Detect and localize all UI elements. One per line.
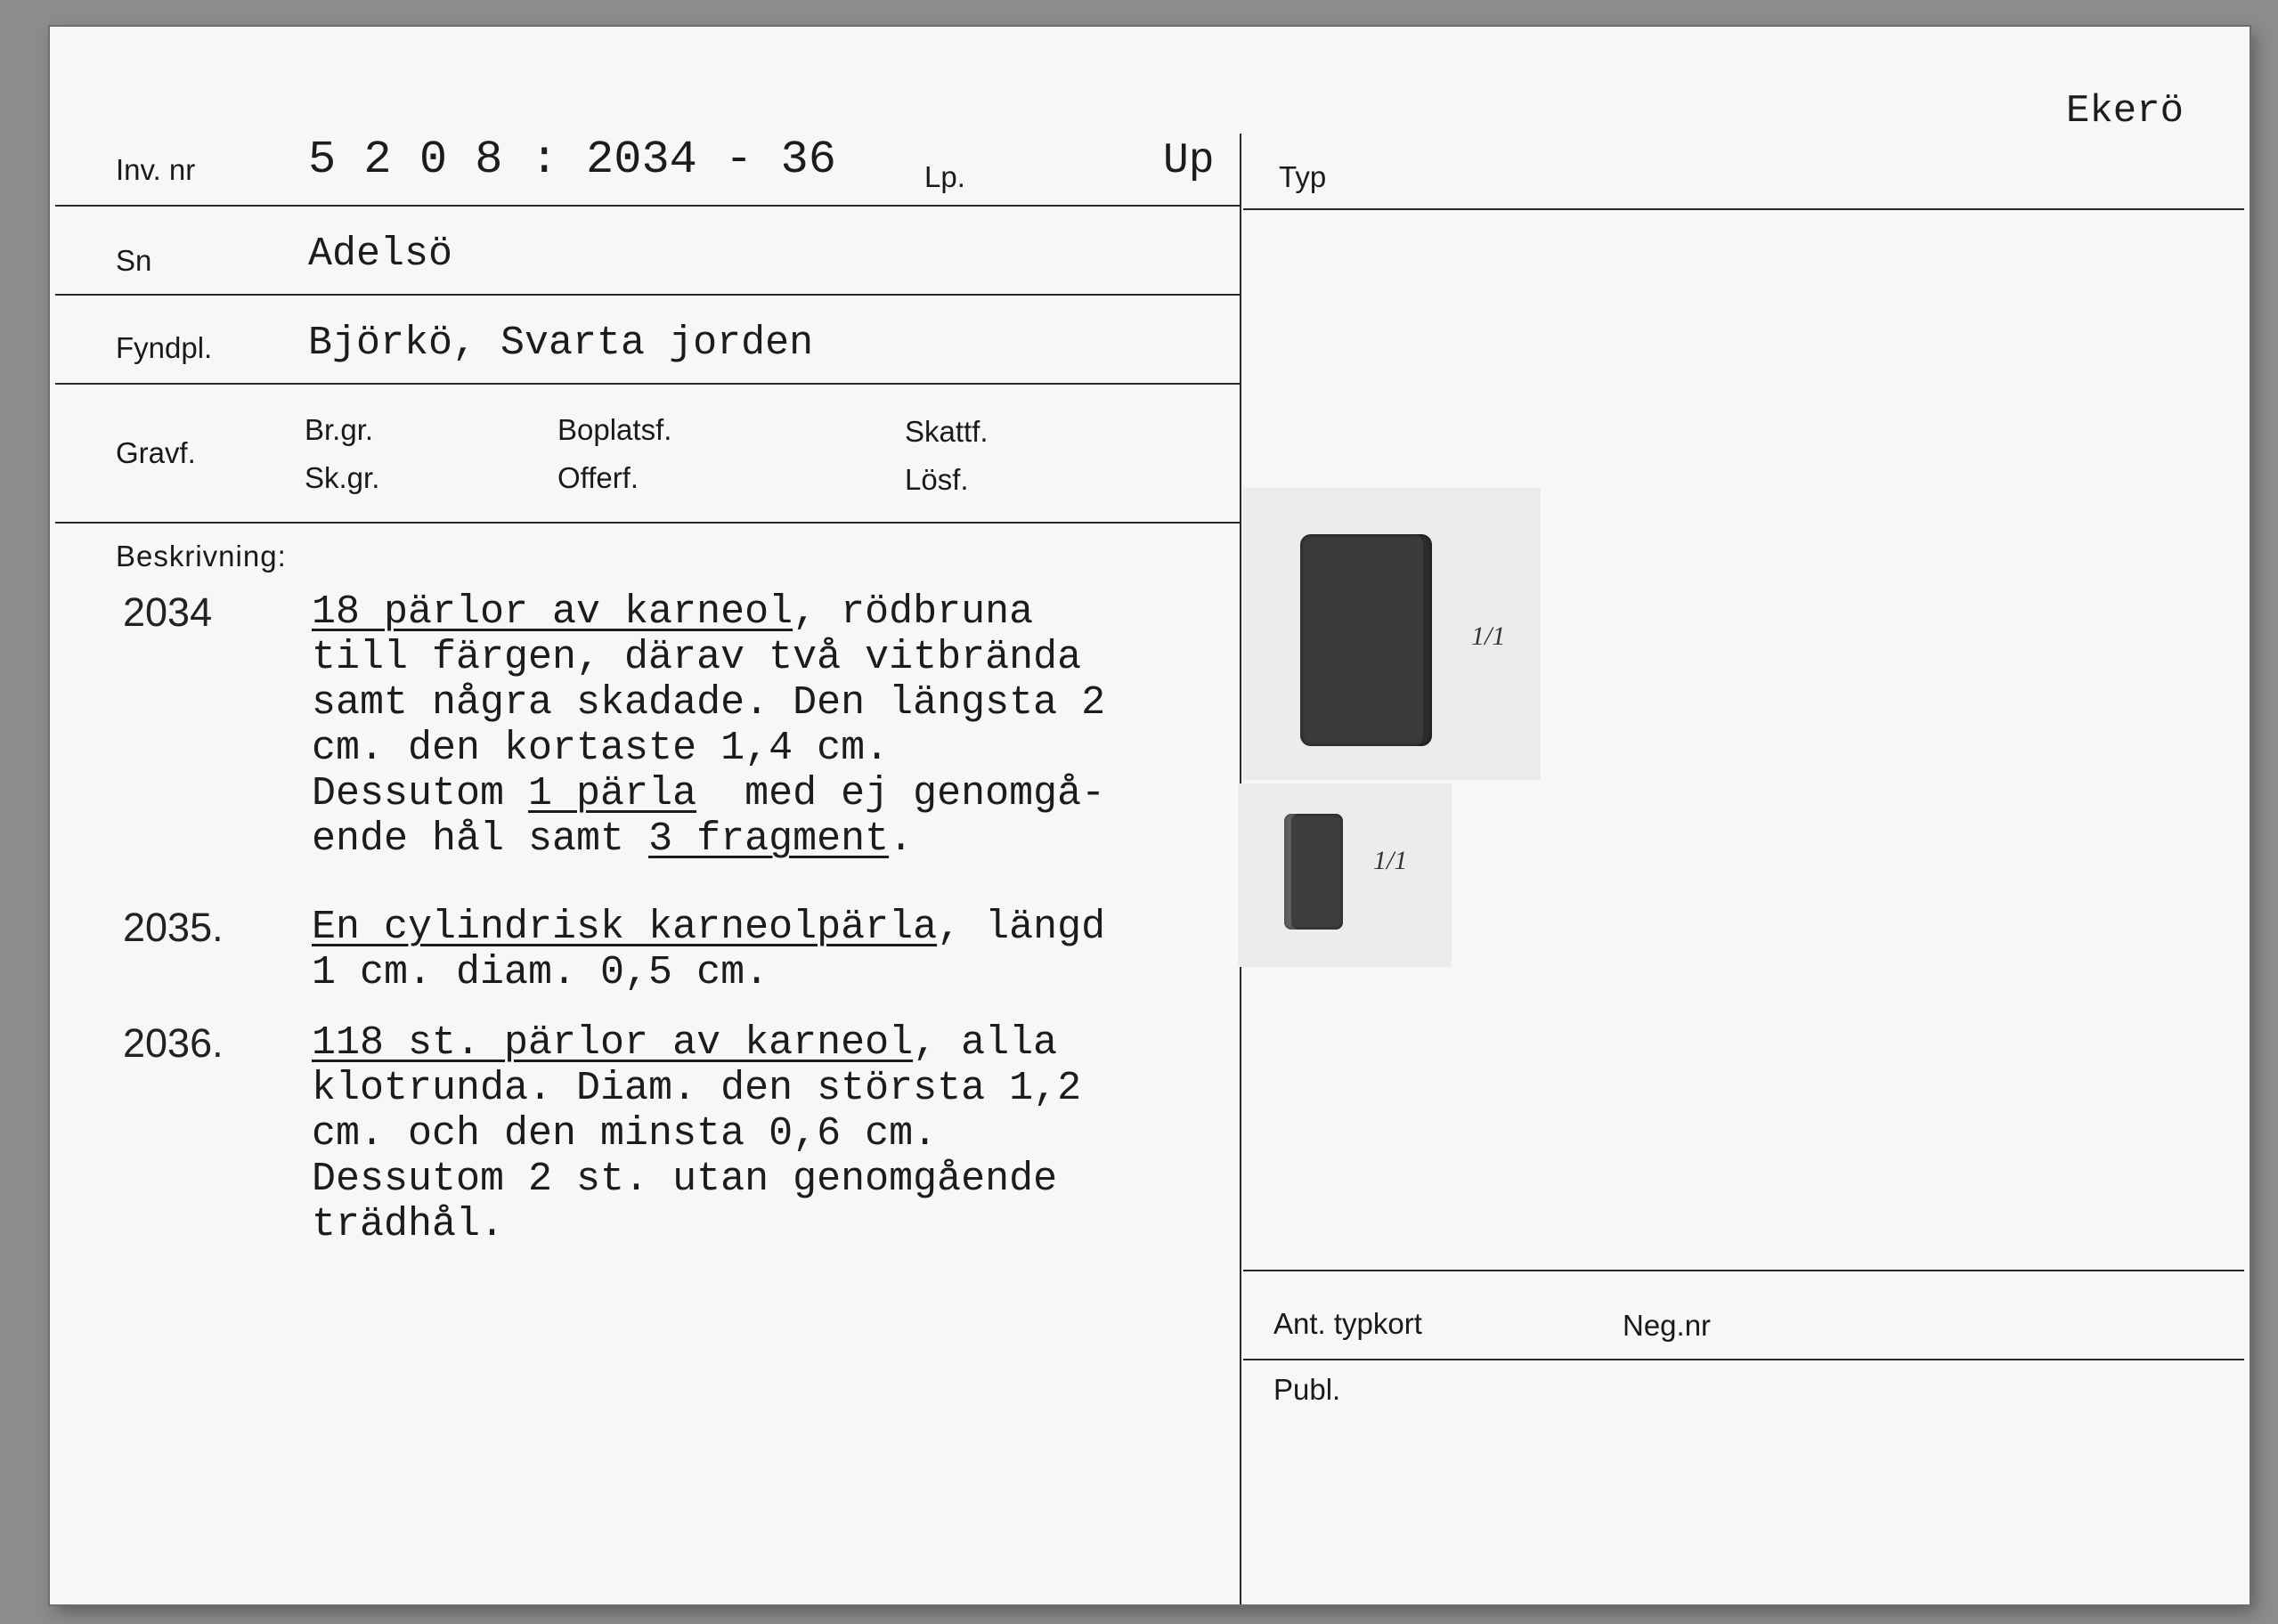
description-line	[312, 1202, 504, 1247]
description-text: , alla	[913, 1020, 1058, 1066]
description-text: Dessutom	[312, 771, 529, 816]
fyndpl-label: Fyndpl.	[116, 331, 213, 364]
publ-label: Publ.	[1273, 1373, 1341, 1406]
description-text: trädhål.	[312, 1202, 505, 1247]
rule-sn	[55, 294, 1240, 296]
description-line	[312, 771, 1105, 816]
description-line	[312, 905, 1105, 950]
underlined-text: 18 pärlor av karneol	[312, 589, 793, 635]
bead-photo-small	[1238, 784, 1452, 967]
description-text: 1 cm. diam. 0,5 cm.	[312, 950, 769, 995]
boplatsf-label: Boplatsf.	[557, 413, 672, 446]
ant-typkort-label: Ant. typkort	[1273, 1307, 1422, 1340]
rule-header-right	[1243, 208, 2244, 210]
entry-number: 2034	[123, 589, 213, 635]
sn-label: Sn	[116, 244, 152, 277]
description-text: klotrunda. Diam. den största 1,2	[312, 1066, 1082, 1111]
rule-header-left	[55, 205, 1240, 207]
description-line	[312, 1157, 1057, 1202]
municipality: Ekerö	[2066, 89, 2184, 134]
bead-photo-large	[1243, 488, 1541, 780]
description-text: till färgen, därav två vitbrända	[312, 635, 1082, 680]
scale-large: 1/1	[1471, 621, 1506, 651]
offerf-label: Offerf.	[557, 461, 639, 494]
description-text: med ej genomgå-	[696, 771, 1106, 816]
inv-nr-value: 5 2 0 8 : 2034 - 36	[308, 134, 836, 186]
scale-small: 1/1	[1373, 846, 1408, 875]
underlined-text: En cylindrisk karneolpärla	[312, 905, 938, 950]
description-line	[312, 1020, 1057, 1066]
description-text: ende hål samt	[312, 816, 649, 862]
skattf-label: Skattf.	[905, 415, 988, 448]
description-text: cm. den kortaste 1,4 cm.	[312, 726, 890, 771]
rule-fyndpl	[55, 383, 1240, 385]
catalog-card	[50, 27, 2250, 1604]
description-line	[312, 950, 769, 995]
description-line	[312, 680, 1105, 726]
neg-nr-label: Neg.nr	[1623, 1309, 1712, 1342]
lp-label: Lp.	[924, 160, 965, 193]
description-line	[312, 589, 1033, 635]
description-line	[312, 635, 1081, 680]
rule-footer-top	[1243, 1270, 2244, 1271]
region-code: Up	[1163, 137, 1215, 185]
description-text: Dessutom 2 st. utan genomgående	[312, 1157, 1058, 1202]
underlined-text: 1 pärla	[528, 771, 697, 816]
sk-gr-label: Sk.gr.	[305, 461, 380, 494]
inv-nr-label: Inv. nr	[116, 153, 196, 186]
description-text: cm. och den minsta 0,6 cm.	[312, 1111, 938, 1157]
description-text: , längd	[937, 905, 1106, 950]
br-gr-label: Br.gr.	[305, 413, 374, 446]
beskrivning-label: Beskrivning:	[116, 540, 287, 572]
entry-number: 2035.	[123, 905, 224, 950]
losf-label: Lösf.	[905, 463, 969, 496]
description-line	[312, 1111, 937, 1157]
underlined-text: 3 fragment	[648, 816, 890, 862]
description-text: samt några skadade. Den längsta 2	[312, 680, 1106, 726]
gravf-label: Gravf.	[116, 436, 196, 469]
fyndpl-value: Björkö, Svarta jorden	[308, 321, 814, 366]
bead-large	[1300, 534, 1432, 746]
description-line	[312, 816, 913, 862]
rule-find-types	[55, 522, 1240, 524]
description-text: , rödbruna	[793, 589, 1034, 635]
bead-small	[1284, 814, 1343, 930]
description-text: .	[889, 816, 914, 862]
entry-number: 2036.	[123, 1020, 224, 1066]
typ-label: Typ	[1279, 160, 1327, 193]
sn-value: Adelsö	[308, 231, 453, 277]
description-line	[312, 726, 889, 771]
underlined-text: 118 st. pärlor av karneol	[312, 1020, 914, 1066]
rule-footer-mid	[1243, 1359, 2244, 1360]
description-line	[312, 1066, 1081, 1111]
